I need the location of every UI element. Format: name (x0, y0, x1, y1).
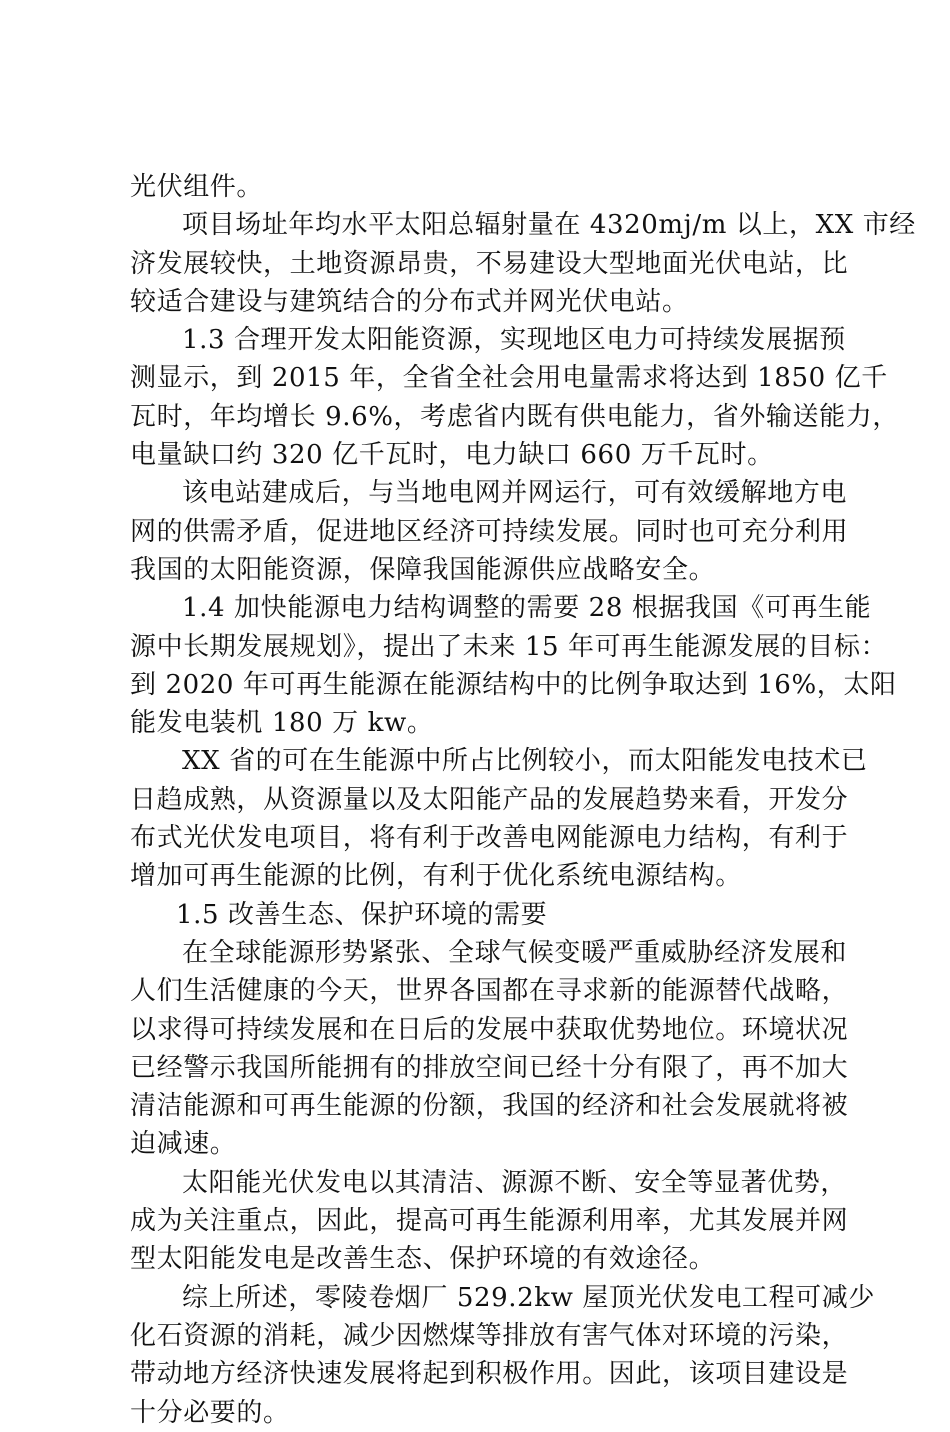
paragraph-start-line: 太阳能光伏发电以其清洁、源源不断、安全等显著优势， (182, 1167, 848, 1198)
paragraph-start-line: 综上所述，零陵卷烟厂 529.2kw 屋顶光伏发电工程可减少 (182, 1282, 875, 1313)
text-line: 带动地方经济快速发展将起到积极作用。因此，该项目建设是 (130, 1359, 849, 1390)
document-body (130, 168, 916, 1432)
text-line: 到 2020 年可再生能源在能源结构中的比例争取达到 16%，太阳 (130, 669, 897, 700)
paragraph-start-line: 在全球能源形势紧张、全球气候变暖严重威胁经济发展和 (182, 937, 848, 968)
text-line: 型太阳能发电是改善生态、保护环境的有效途径。 (130, 1244, 716, 1275)
text-line: 电量缺口约 320 亿千瓦时，电力缺口 660 万千瓦时。 (130, 440, 774, 471)
paragraph-start-line: 项目场址年均水平太阳总辐射量在 4320mj/m 以上，XX 市经 (182, 210, 916, 241)
text-line: 光伏组件。 (130, 172, 264, 202)
text-line: 人们生活健康的今天，世界各国都在寻求新的能源替代战略， (130, 976, 849, 1007)
text-line: 已经警示我国所能拥有的排放空间已经十分有限了，再不加大 (130, 1052, 849, 1083)
text-line: 迫减速。 (130, 1129, 237, 1160)
text-line: 增加可再生能源的比例，有利于优化系统电源结构。 (130, 861, 742, 892)
section-heading-1-4: 1.4 加快能源电力结构调整的需要 28 根据我国《可再生能 (182, 593, 872, 624)
text-line: 布式光伏发电项目，将有利于改善电网能源电力结构，有利于 (130, 823, 849, 854)
text-line: 网的供需矛盾，促进地区经济可持续发展。同时也可充分利用 (130, 516, 849, 547)
text-line: 较适合建设与建筑结合的分布式并网光伏电站。 (130, 286, 689, 317)
text-line: 以求得可持续发展和在日后的发展中获取优势地位。环境状况 (130, 1014, 849, 1045)
text-line: 成为关注重点，因此，提高可再生能源利用率，尤其发展并网 (130, 1206, 849, 1237)
text-line: 清洁能源和可再生能源的份额，我国的经济和社会发展就将被 (130, 1091, 849, 1122)
paragraph-start-line: XX 省的可在生能源中所占比例较小，而太阳能发电技术已 (182, 746, 868, 777)
text-line: 日趋成熟，从资源量以及太阳能产品的发展趋势来看，开发分 (130, 784, 849, 815)
text-line: 我国的太阳能资源，保障我国能源供应战略安全。 (130, 554, 716, 585)
text-line: 济发展较快，土地资源昂贵，不易建设大型地面光伏电站，比 (130, 248, 849, 279)
text-line: 源中长期发展规划》，提出了未来 15 年可再生能源发展的目标： (130, 631, 888, 662)
text-line: 测显示，到 2015 年，全省全社会用电量需求将达到 1850 亿千 (130, 363, 888, 394)
text-line: 十分必要的。 (130, 1397, 290, 1428)
paragraph-start-line: 该电站建成后，与当地电网并网运行，可有效缓解地方电 (182, 478, 848, 509)
section-heading-1-3: 1.3 合理开发太阳能资源，实现地区电力可持续发展据预 (182, 325, 846, 356)
section-heading-1-5: 1.5 改善生态、保护环境的需要 (176, 899, 548, 930)
text-line: 能发电装机 180 万 kw。 (130, 708, 434, 739)
text-line: 化石资源的消耗，减少因燃煤等排放有害气体对环境的污染， (130, 1320, 849, 1351)
text-line: 瓦时，年均增长 9.6%，考虑省内既有供电能力，省外输送能力， (130, 401, 899, 432)
